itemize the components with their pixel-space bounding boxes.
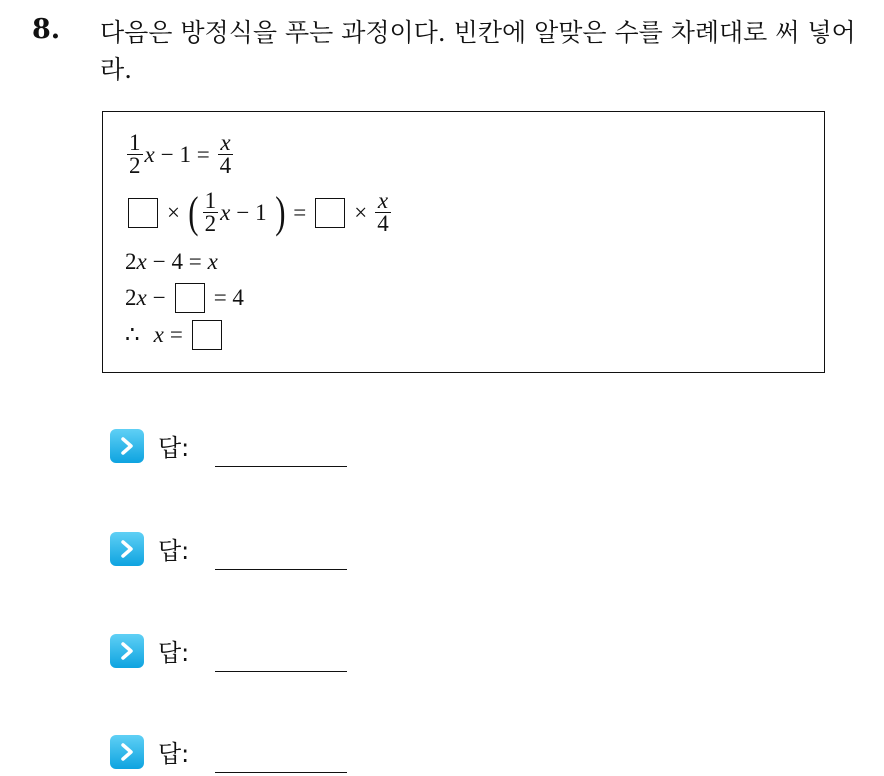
answer-row-4 [110,734,189,769]
answer-label: 답: [158,639,190,667]
answer-row-1 [110,428,189,463]
equation-line-3 [125,249,218,275]
fraction-numerator: x [220,130,231,155]
equals-four: = 4 [213,285,244,310]
fraction-x-over-4 [375,190,391,235]
blank-box-3[interactable] [175,283,205,313]
equals-sign: = [169,322,183,347]
minus-one: − 1 [236,199,267,225]
blank-box-4[interactable] [192,320,222,350]
minus-four-equals: − 4 = [152,249,202,274]
answer-label: 답: [158,537,190,565]
fraction-denominator: 4 [219,153,232,178]
equation-line-5 [125,320,225,350]
fraction-denominator: 4 [377,211,389,236]
coefficient: 2 [125,249,137,274]
fraction-denominator: 2 [204,211,217,236]
variable-x: x [136,285,147,310]
therefore-sign: ∴ [125,322,140,347]
blank-box-2[interactable] [315,198,345,228]
variable-x: x [136,249,147,274]
right-paren: ) [274,187,286,237]
variable-x: x [144,141,155,167]
answer-label: 답: [158,740,190,768]
times-sign: × [167,199,180,225]
chevron-right-icon [110,429,144,463]
fraction-numerator: 1 [204,188,217,213]
equation-line-2 [125,187,393,237]
solution-box [102,111,825,373]
answer-input-1[interactable] [215,466,347,467]
equals-sign: = [293,199,307,225]
minus-one-equals: − 1 = [160,141,210,167]
answer-row-3 [110,633,189,668]
variable-x: x [207,249,218,274]
fraction-numerator: 1 [129,130,141,155]
fraction-half [203,190,219,235]
variable-x: x [220,199,231,225]
chevron-right-icon [110,735,144,769]
chevron-right-icon [110,634,144,668]
coefficient: 2 [125,285,137,310]
left-paren: ( [188,187,199,237]
fraction-x-over-4 [218,132,234,177]
answer-input-2[interactable] [215,569,347,570]
fraction-half [127,132,143,177]
equation-line-4 [125,283,250,313]
question-number: 8. [32,14,61,45]
blank-box-1[interactable] [128,198,158,228]
fraction-denominator: 2 [129,153,141,178]
question-text: 다음은 방정식을 푸는 과정이다. 빈칸에 알맞은 수를 차례대로 써 넣어라. [100,18,856,84]
times-sign: × [354,199,368,225]
answer-label: 답: [158,434,190,462]
answer-row-2 [110,531,189,566]
equation-line-1 [125,132,235,177]
chevron-right-icon [110,532,144,566]
variable-x: x [153,322,164,347]
minus-sign: − [152,285,166,310]
answer-input-3[interactable] [215,671,347,672]
answer-input-4[interactable] [215,772,347,773]
fraction-numerator: x [377,188,389,213]
